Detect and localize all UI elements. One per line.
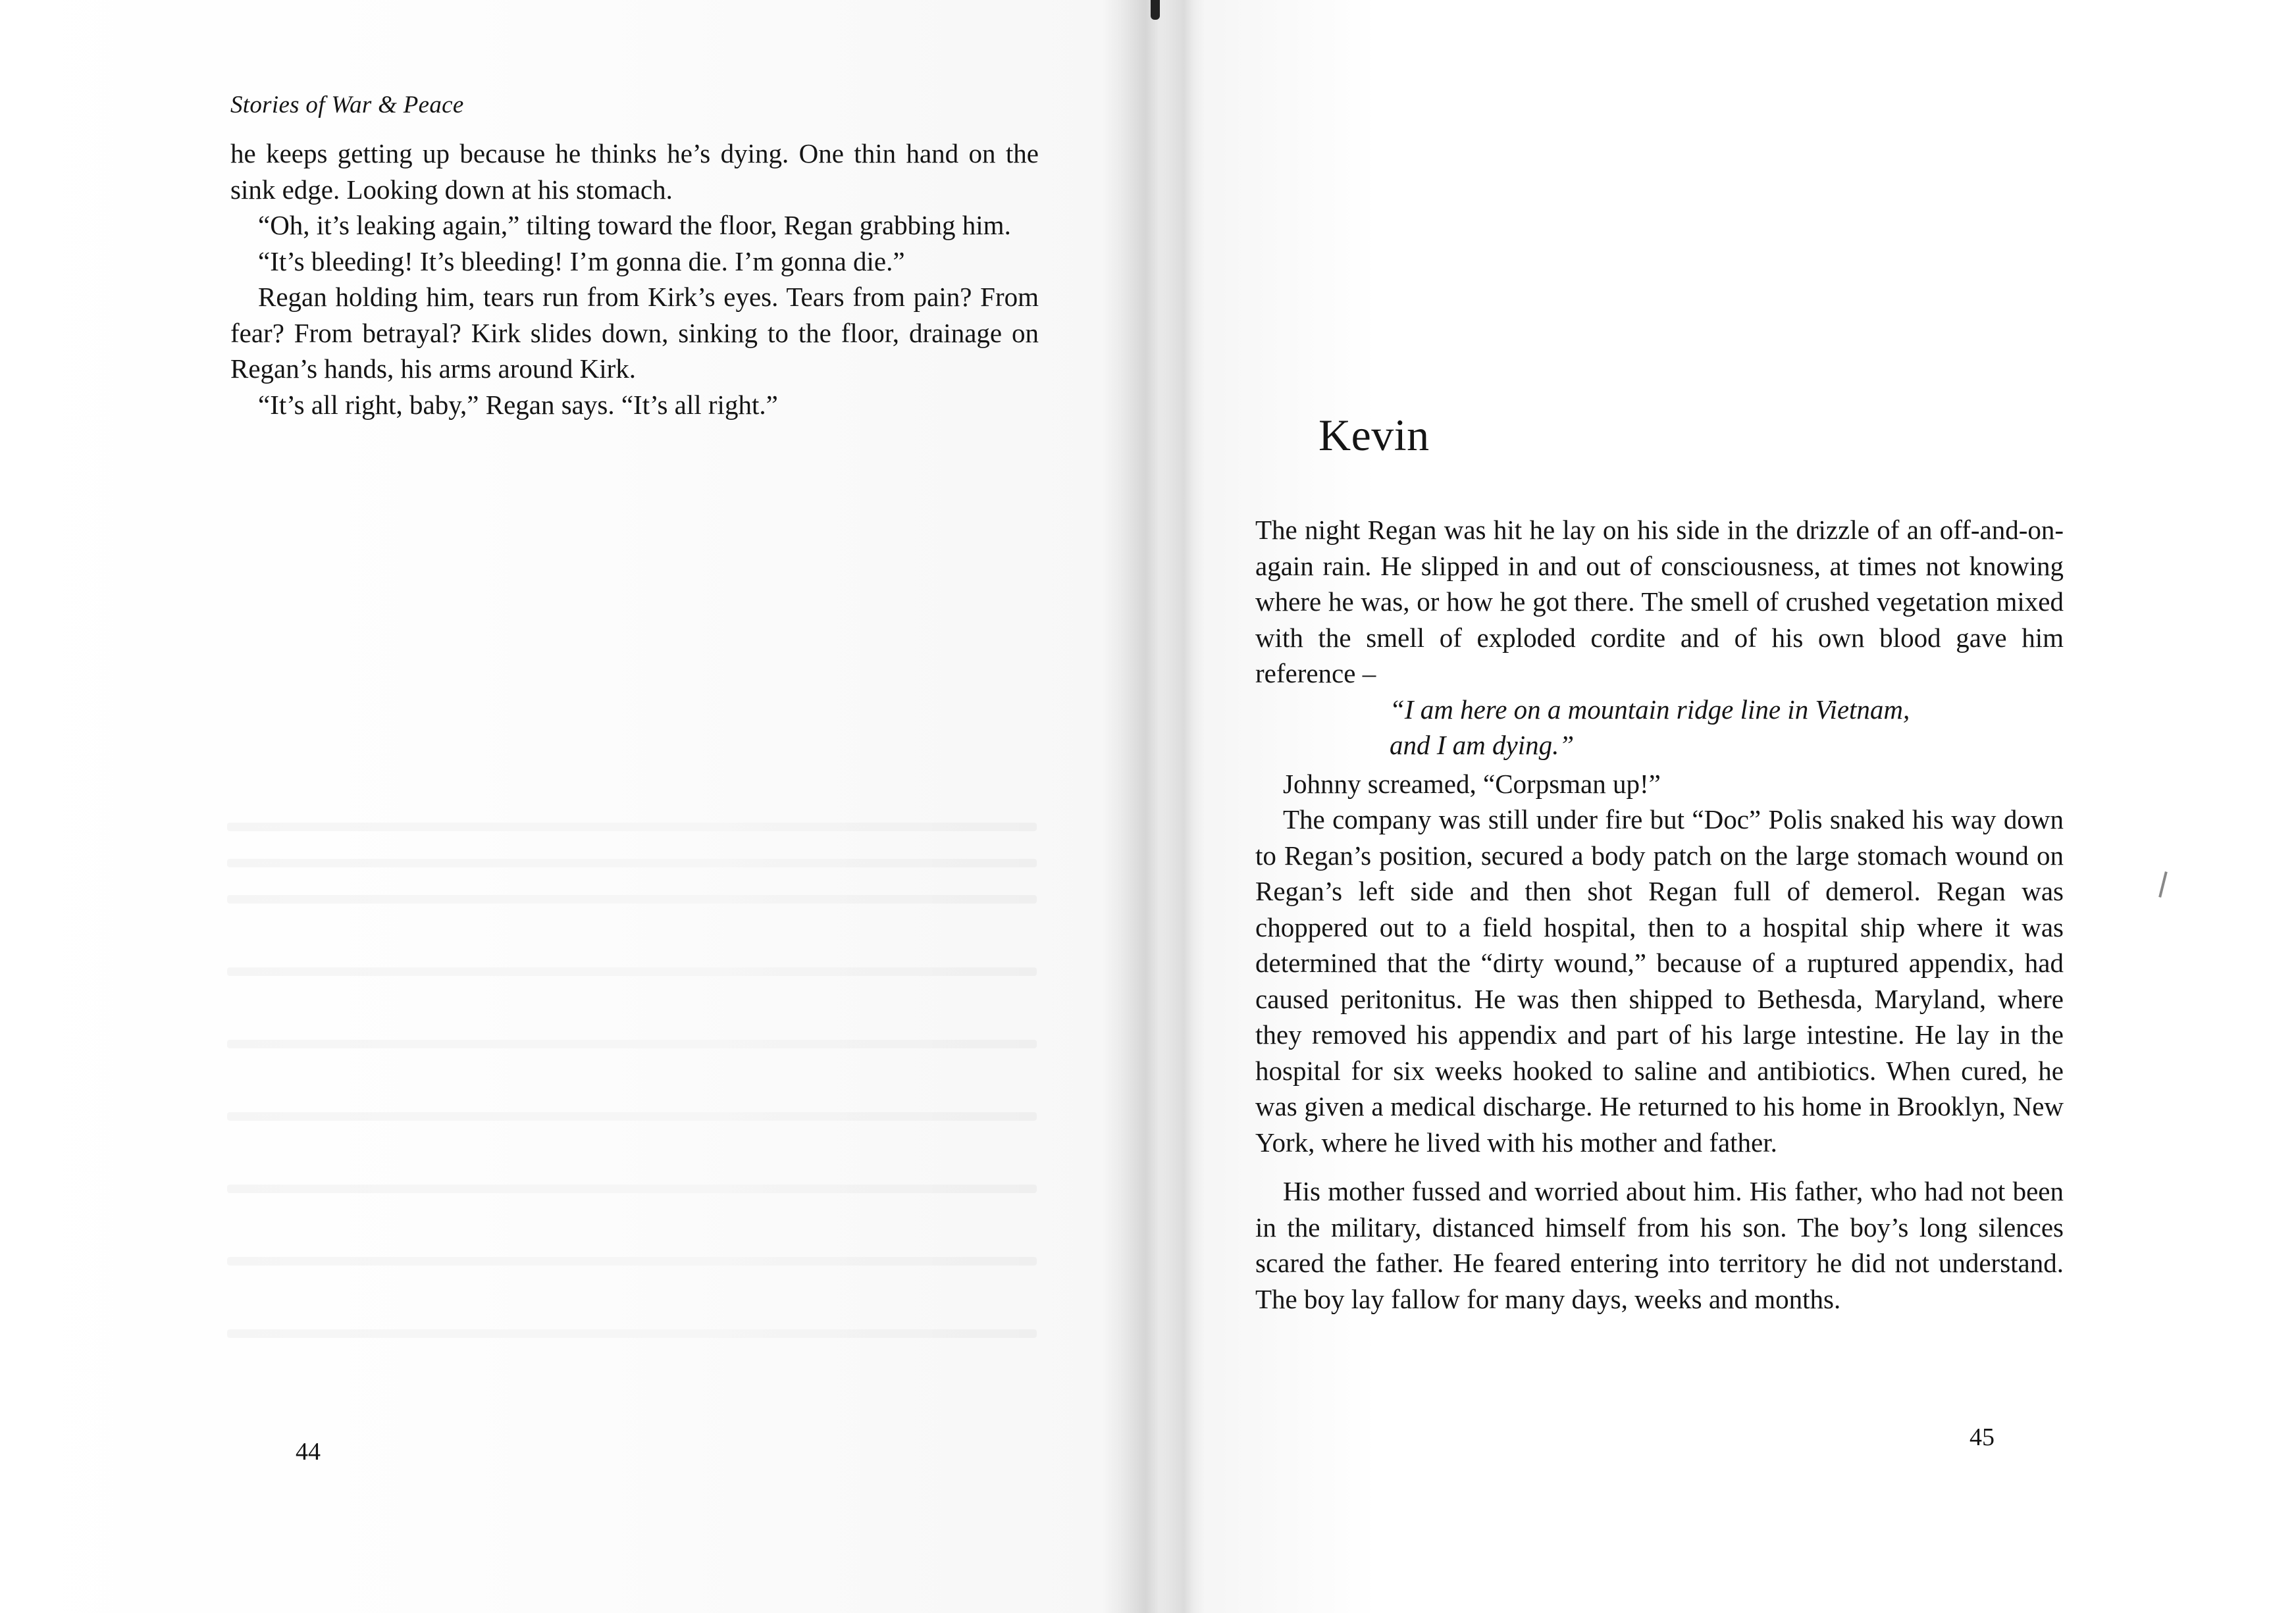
body-paragraph: The company was still under fire but “Doc” Polis snaked his way down to Regan’s position, secured a body patch on the large stomach wound on Regan’s left side and then shot Regan full of demerol. Regan was choppered out to a field hospital, then to a hospital ship where it was determined that the “dirty wound,” because of a ruptured appendix, had caused peritonitus. He was then shipped to Bethesda, Maryland, where they removed his appendix and part of his large intestine. He lay in the hospital for six weeks hooked to saline and antibiotics. When cured, he was given a medical discharge. He returned to his home in Brooklyn, New York, where he lived with his mother and father. [1255,804,2064,1158]
bleed-through-line [227,859,1037,867]
body-paragraph: he keeps getting up because he thinks he’s dying. One thin hand on the sink edge. Looking down at his stomach. [230,138,1039,205]
body-paragraph: “It’s bleeding! It’s bleeding! I’m gonna die. I’m gonna die.” [258,245,905,276]
body-paragraph: “Oh, it’s leaking again,” tilting toward the floor, Regan grabbing him. [258,210,1011,240]
right-page-body [1255,512,2064,1317]
body-paragraph: His mother fussed and worried about him. His father, who had not been in the military, distanced himself from his son. The boy’s long silences scared the father. He feared entering into territory he did not understand. The boy lay fallow for many days, weeks and months. [1255,1176,2064,1314]
body-paragraph: Johnny screamed, “Corpsman up!” [1283,768,1661,799]
bleed-through-line [227,1112,1037,1121]
bleed-through-line [227,1329,1037,1338]
page-number: 44 [296,1438,321,1466]
running-head: Stories of War & Peace [230,91,464,118]
body-paragraph: Regan holding him, tears run from Kirk’s eyes. Tears from pain? From fear? From betrayal? Kirk slides down, sinking to the floor, drainage on Regan’s hands, his arms around Kirk. [230,282,1039,384]
bleed-through-line [227,895,1037,904]
body-paragraph: “It’s all right, baby,” Regan says. “It’s all right.” [258,389,778,420]
bleed-through-line [227,1257,1037,1266]
bleed-through-line [227,1185,1037,1193]
intro-paragraph: The night Regan was hit he lay on his side in the drizzle of an off-and-on-again rain. He slipped in and out of consciousness, at times not knowing where he was, or how he got there. The smell of crushed vegetation mixed with the smell of exploded cordite and of his own blood gave him reference – [1255,515,2064,688]
bleed-through-line [227,1040,1037,1048]
bleed-through-line [227,823,1037,831]
page-number: 45 [1970,1423,1995,1451]
bleed-through-line [227,967,1037,976]
left-page-body [230,136,1039,422]
chapter-title: Kevin [1318,410,1430,460]
block-quote: “I am here on a mountain ridge line in Vietnam, and I am dying.” [1390,694,1910,760]
